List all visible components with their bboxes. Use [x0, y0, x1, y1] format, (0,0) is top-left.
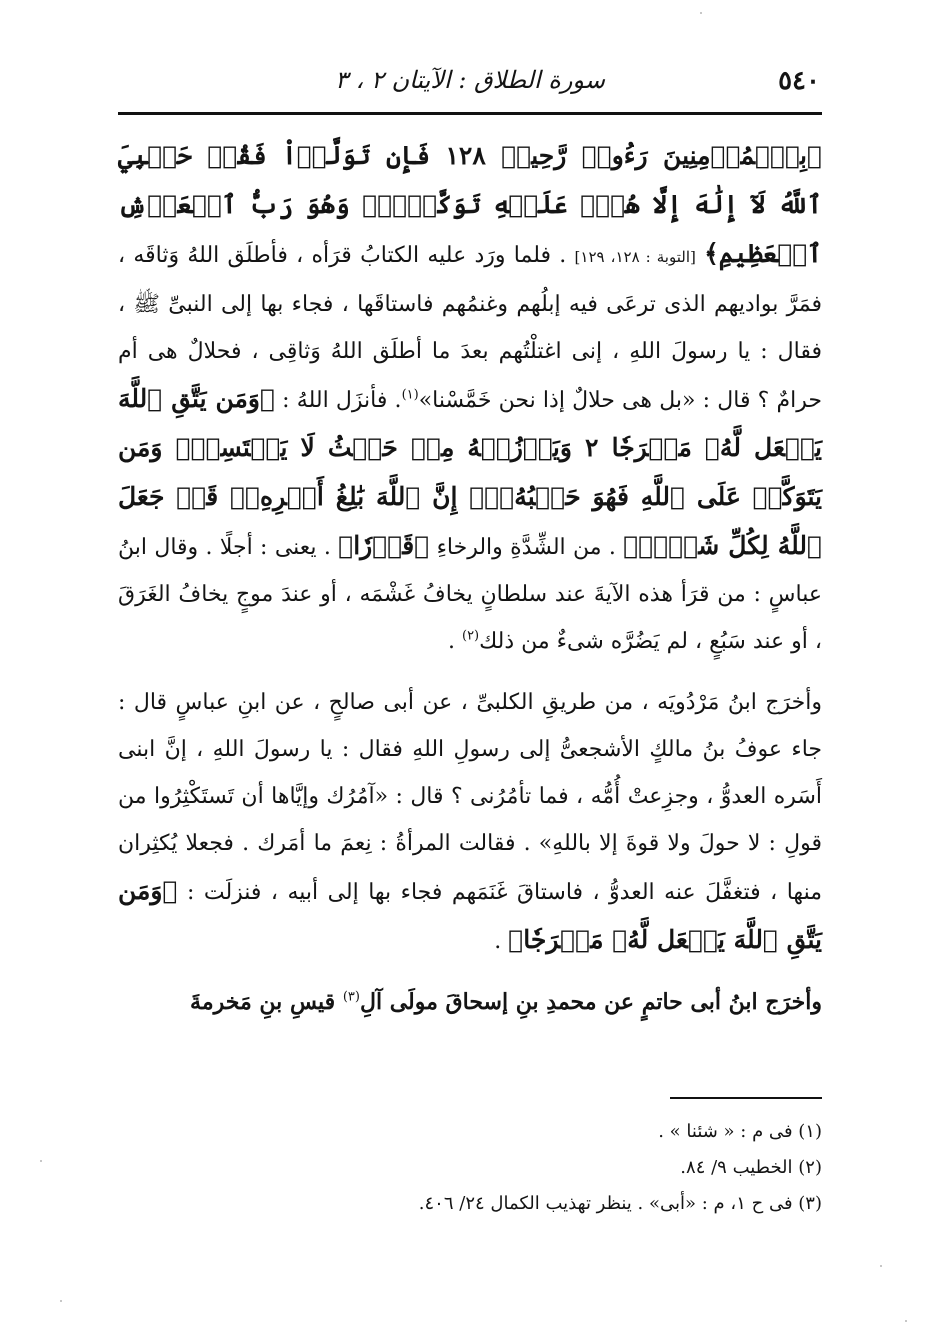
paragraph-1: [118, 132, 822, 665]
paragraph-text: . يعنى : أجلًا . وقال ابنُ عباسٍ : من قرَأ هذه الآيةَ عند سلطانٍ يخافُ غَشْمَه ، أو عندَ موجٍ يخافُ الغَرَقَ ، أو عند سَبُعٍ ، لم يَضُرَّه شىءٌ من ذلك: [118, 535, 822, 654]
paragraph-text: .: [494, 929, 509, 954]
quran-verse: ﴿بِٱلۡمُؤۡمِنِينَ رَءُوفٞ رَّحِيمٞ ١٢٨ فَإِن تَوَلَّوۡاْ فَقُلۡ حَسۡبِيَ ٱللَّهُ لَآ إِلَٰهَ إِلَّا هُوَۖ عَلَيۡهِ تَوَكَّلۡتُۖ وَهُوَ رَبُّ ٱلۡعَرۡشِ ٱلۡعَظِيمِ﴾: [118, 141, 823, 268]
paragraph-3: [118, 979, 822, 1026]
paragraph-text: وأخرَج ابنُ أبى حاتمٍ عن محمدِ بنِ إسحاقَ مولَى آلِ: [359, 989, 822, 1015]
paragraph-text: . فلما ورَد عليه الكتابُ قرَأه ، فأطلَق اللهُ وَثاقَه ، فمَرَّ بواديهم الذى ترعَى فيه إبلُهم وغنمُهم فاستاقَها ، فجاء بها إلى النبىِّ ﷺ ، فقال : يا رسولَ اللهِ ، إنى اغتلْتُهم بعدَ ما أطلَق اللهُ وَثاقِى ، فحلالٌ هى أم حرامٌ ؟ قال : «بل هى حلالٌ إذا نحن خَمَّسْنا»: [118, 243, 823, 413]
paragraph-text: وأخرَج ابنُ مَرْدُويَه ، من طريقِ الكلبىِّ ، عن أبى صالحٍ ، عن ابنِ عباسٍ قال : جاء عوفُ بنُ مالكٍ الأشجعىُّ إلى رسولِ اللهِ فقال : يا رسولَ اللهِ ، إنَّ ابنى أَسَره العدوُّ ، وجزِعتْ أُمُّه ، فما تأمُرُنى ؟ قال : «آمُرُك وإيَّاها أن تَستَكْثِرُوا من قولِ : لا حولَ ولا قوةَ إلا باللهِ» . فقالت المرأةُ : نِعمَ ما أمَرك . فجعلا يُكثِران منها ، فتغفَّلَ عنه العدوُّ ، فاستاقَ غَنَمَهم فجاء بها إلى أبيه ، فنزلَت :: [118, 690, 822, 905]
scan-speck: [700, 12, 702, 14]
scan-speck: [905, 1320, 907, 1322]
footnotes: [118, 1114, 822, 1222]
scan-speck: [60, 1300, 62, 1302]
footnote-marker-1: (١): [401, 387, 419, 403]
paragraph-2: [118, 679, 822, 965]
verse-reference: [التوبة : ١٢٨، ١٢٩]: [574, 248, 696, 266]
paragraph-text: .: [447, 629, 462, 654]
footnote-1: (١) فى م : « شئنا » .: [658, 1121, 822, 1142]
footnote-3: (٣) فى ح ١، م : «أبى» . ينظر تهذيب الكمال ٢٤/ ٤٠٦.: [418, 1193, 822, 1214]
page-header: [120, 60, 820, 100]
footnote-marker-3: (٣): [342, 989, 360, 1005]
quran-verse: ﴿وَمَن يَتَّقِ ٱللَّهَ يَجۡعَل لَّهُۥ مَخۡرَجٗا﴾: [118, 876, 822, 954]
running-title: سورة الطلاق : الآيتان ٢ ، ٣: [335, 66, 605, 94]
footnote-rule: [670, 1097, 822, 1099]
paragraph-text: . من الشِّدَّةِ والرخاءِ: [429, 535, 624, 560]
footnote-2: (٢) الخطيب ٩/ ٨٤.: [680, 1157, 822, 1178]
header-rule: [118, 112, 822, 115]
page-number: ٥٤٠: [778, 66, 820, 96]
footnote-marker-2: (٢): [461, 628, 480, 644]
paragraph-text: . فأنزَل اللهُ :: [274, 388, 402, 413]
main-text: [118, 132, 822, 1040]
quran-verse: ﴿وَمَن يَتَّقِ ٱللَّهَ يَجۡعَل لَّهُۥ مَخۡرَجٗا ٢ وَيَرۡزُقۡهُ مِنۡ حَيۡثُ لَا يَحۡتَسِبُۚ وَمَن يَتَوَكَّلۡ عَلَى ٱللَّهِ فَهُوَ حَسۡبُهُۥٓۚ إِنَّ ٱللَّهَ بَٰلِغُ أَمۡرِهِۦۚ قَدۡ جَعَلَ ٱللَّهُ لِكُلِّ شَيۡءٖ﴾: [118, 384, 822, 560]
scan-speck: [40, 1160, 42, 1162]
scan-speck: [880, 1265, 882, 1267]
paragraph-text: قيسِ بنِ مَخرمةَ: [190, 989, 343, 1015]
quran-verse: ﴿قَدۡرٗا﴾: [338, 531, 430, 560]
